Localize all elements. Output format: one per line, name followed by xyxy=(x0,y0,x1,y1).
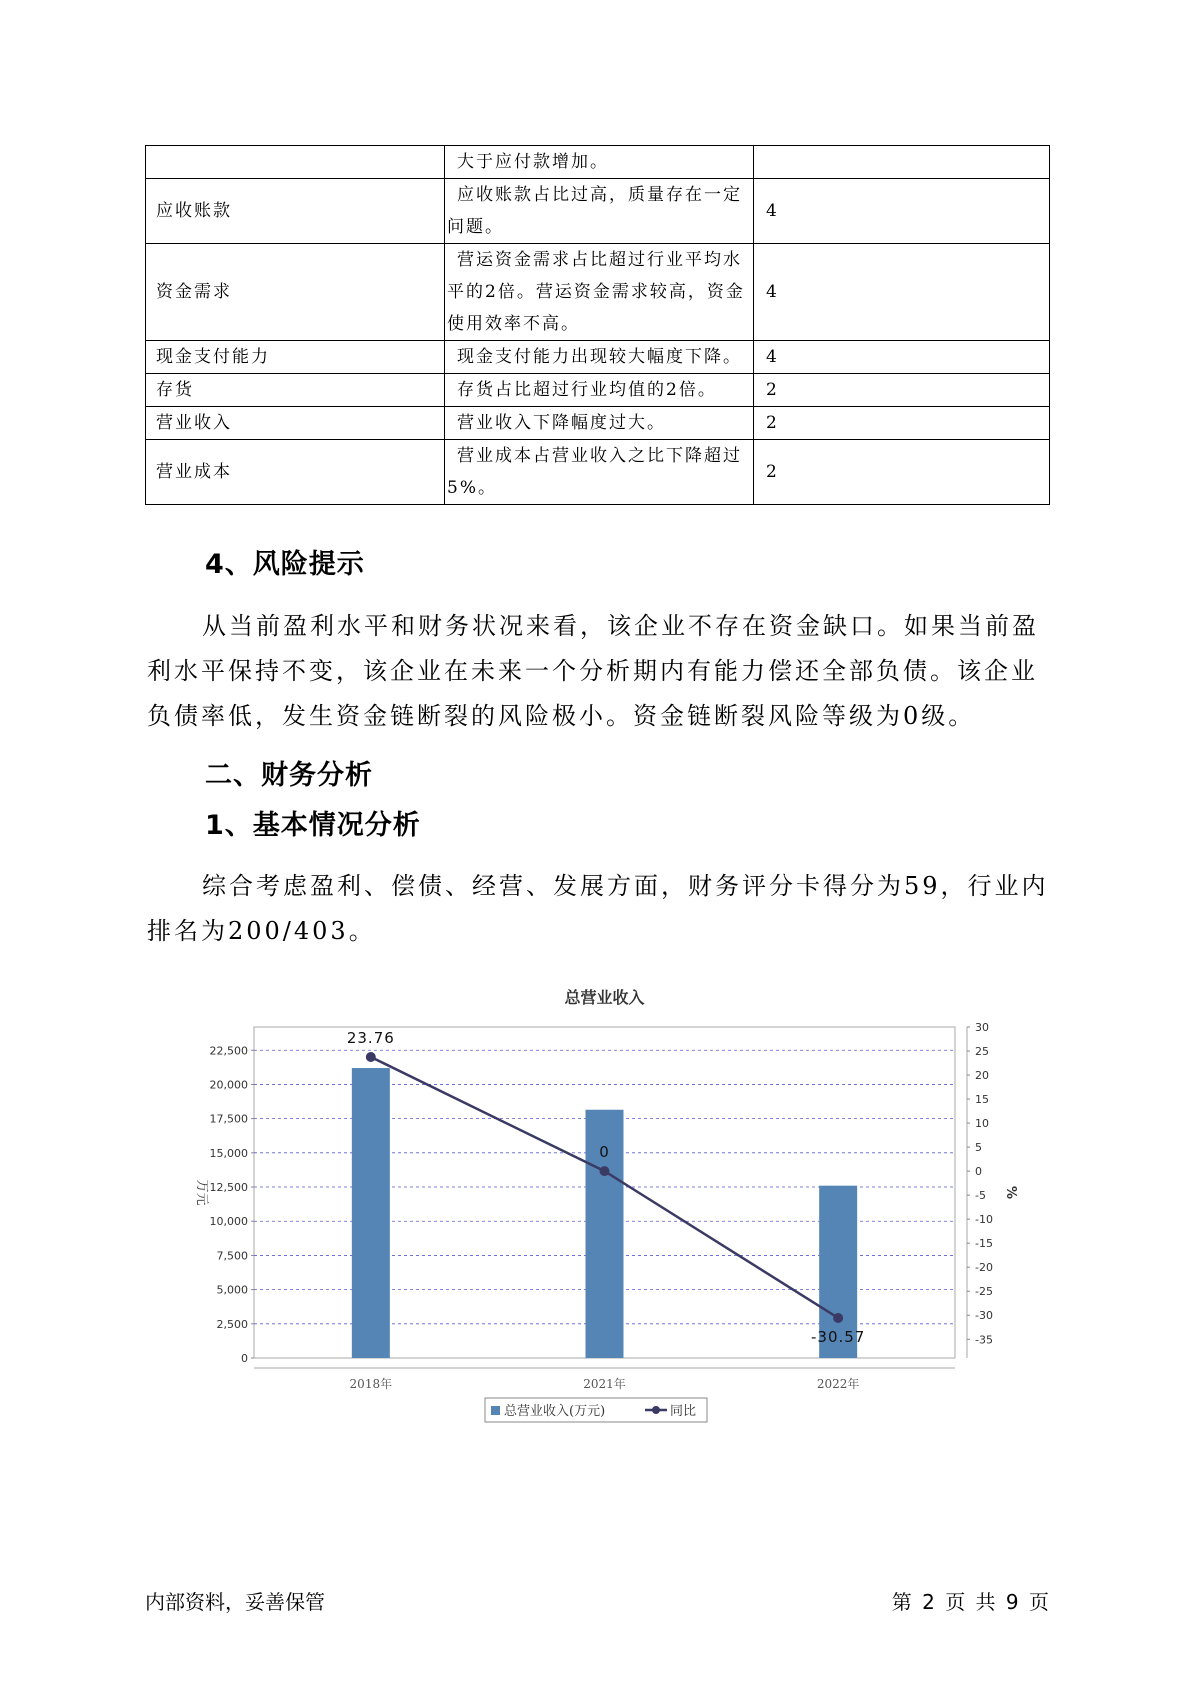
table-cell-score xyxy=(754,146,1050,179)
x-tick-label: 2022年 xyxy=(816,1377,860,1391)
table-cell-score: 2 xyxy=(754,407,1050,440)
y2-tick-label: 10 xyxy=(975,1117,989,1131)
y2-tick-label: -15 xyxy=(975,1237,993,1251)
table-row xyxy=(146,179,1050,244)
y2-tick-label: 25 xyxy=(975,1045,989,1059)
y-tick-label: 22,500 xyxy=(209,1044,248,1058)
y2-tick-label: 5 xyxy=(975,1141,982,1155)
table-row xyxy=(146,146,1050,179)
table-cell-score: 4 xyxy=(754,179,1050,244)
table-cell-desc: 大于应付款增加。 xyxy=(445,146,754,179)
line-point xyxy=(366,1052,376,1062)
section-basic-text: 综合考虑盈利、偿债、经营、发展方面，财务评分卡得分为59，行业内排名为200/403。 xyxy=(147,872,1049,945)
chart-title: 总营业收入 xyxy=(564,988,645,1007)
table-cell-item: 现金支付能力 xyxy=(146,341,445,374)
table-cell-score: 2 xyxy=(754,374,1050,407)
section-risk-text: 从当前盈利水平和财务状况来看，该企业不存在资金缺口。如果当前盈利水平保持不变，该企业在未来一个分析期内有能力偿还全部负债。该企业负债率低，发生资金链断裂的风险极小。资金链断裂风险等级为0级。 xyxy=(147,612,1039,730)
y2-tick-label: -25 xyxy=(975,1285,993,1299)
footer-confidential: 内部资料，妥善保管 xyxy=(145,1590,325,1614)
legend-label-line: 同比 xyxy=(670,1404,697,1419)
y2-tick-label: -20 xyxy=(975,1261,993,1275)
table-row xyxy=(146,407,1050,440)
risk-table xyxy=(145,145,1050,505)
section-risk-heading: 4、风险提示 xyxy=(205,549,365,580)
revenue-chart xyxy=(180,975,1030,1435)
table-cell-item xyxy=(146,146,445,179)
y-axis-label: 万元 xyxy=(194,1179,209,1206)
table-cell-item: 营业收入 xyxy=(146,407,445,440)
bar xyxy=(352,1068,390,1358)
table-row xyxy=(146,440,1050,505)
table-cell-score: 4 xyxy=(754,244,1050,341)
y-tick-label: 7,500 xyxy=(216,1249,248,1263)
section-finance-heading: 二、财务分析 xyxy=(205,760,373,791)
y-tick-label: 0 xyxy=(241,1352,248,1365)
table-cell-item: 应收账款 xyxy=(146,179,445,244)
table-cell-desc: 营业成本占营业收入之比下降超过5%。 xyxy=(445,440,754,505)
table-cell-desc: 应收账款占比过高，质量存在一定问题。 xyxy=(445,179,754,244)
y2-tick-label: 0 xyxy=(975,1165,982,1179)
table-cell-item: 营业成本 xyxy=(146,440,445,505)
table-row xyxy=(146,374,1050,407)
y2-axis-label: % xyxy=(1003,1185,1018,1200)
legend-swatch-point xyxy=(652,1406,660,1414)
table-cell-score: 2 xyxy=(754,440,1050,505)
line-point xyxy=(600,1166,610,1176)
y2-tick-label: 15 xyxy=(975,1093,989,1107)
y2-tick-label: 20 xyxy=(975,1069,989,1083)
x-tick-label: 2021年 xyxy=(583,1377,626,1391)
table-cell-item: 资金需求 xyxy=(146,244,445,341)
y-tick-label: 15,000 xyxy=(209,1146,248,1160)
table-cell-desc: 营业收入下降幅度过大。 xyxy=(445,407,754,440)
table-cell-desc: 存货占比超过行业均值的2倍。 xyxy=(445,374,754,407)
legend-swatch-bar xyxy=(491,1406,500,1415)
table-row xyxy=(146,341,1050,374)
y-tick-label: 17,500 xyxy=(209,1112,248,1126)
y-tick-label: 12,500 xyxy=(209,1181,248,1195)
data-label: 0 xyxy=(599,1143,610,1162)
section-basic-heading: 1、基本情况分析 xyxy=(205,810,421,841)
y2-tick-label: -35 xyxy=(975,1333,993,1347)
table-cell-item: 存货 xyxy=(146,374,445,407)
y2-tick-label: -5 xyxy=(975,1189,986,1203)
y-tick-label: 2,500 xyxy=(216,1317,248,1331)
table-row xyxy=(146,244,1050,341)
y2-tick-label: -30 xyxy=(975,1309,993,1323)
legend-label-bar: 总营业收入(万元) xyxy=(504,1404,606,1419)
data-label: -30.57 xyxy=(810,1327,866,1346)
x-tick-label: 2018年 xyxy=(349,1377,393,1391)
table-cell-desc: 现金支付能力出现较大幅度下降。 xyxy=(445,341,754,374)
y2-tick-label: -10 xyxy=(975,1213,993,1227)
y-tick-label: 20,000 xyxy=(209,1078,248,1092)
data-label: 23.76 xyxy=(346,1028,395,1047)
line-point xyxy=(833,1313,843,1323)
table-cell-desc: 营运资金需求占比超过行业平均水平的2倍。营运资金需求较高，资金使用效率不高。 xyxy=(445,244,754,341)
y-tick-label: 10,000 xyxy=(209,1215,248,1229)
table-cell-score: 4 xyxy=(754,341,1050,374)
y-tick-label: 5,000 xyxy=(216,1283,248,1297)
footer-page-number: 第 2 页 共 9 页 xyxy=(891,1590,1051,1614)
y2-tick-label: 30 xyxy=(975,1021,989,1034)
